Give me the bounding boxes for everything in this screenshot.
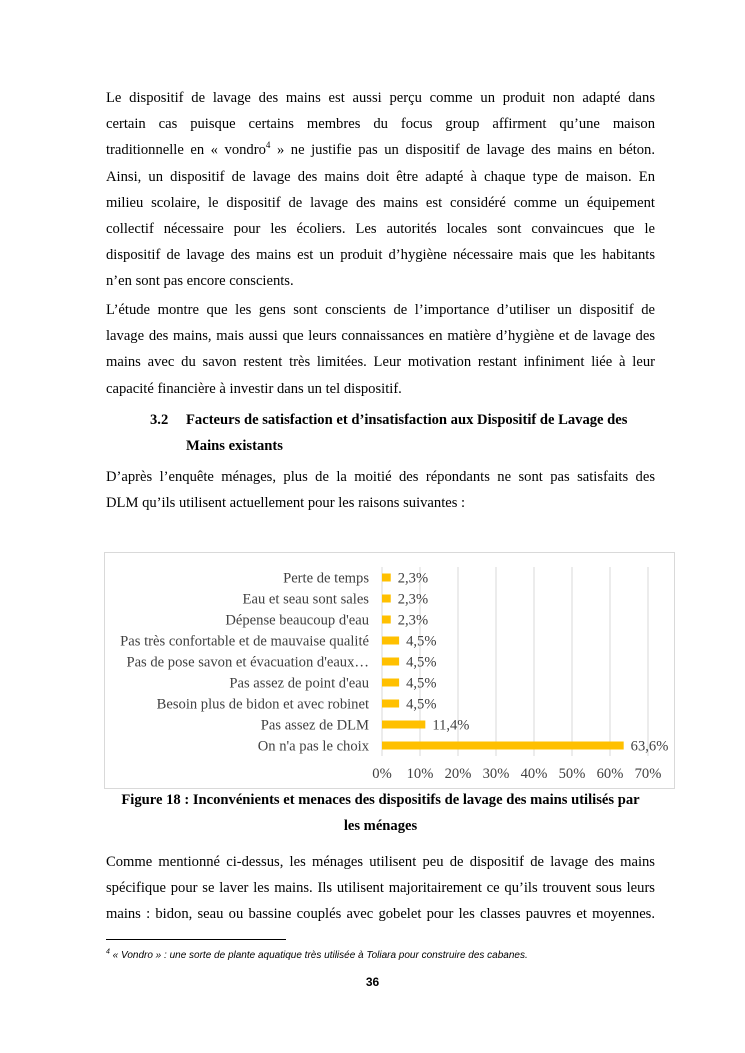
x-tick-label: 20%: [444, 766, 472, 782]
x-tick-label: 40%: [520, 766, 548, 782]
text-line: Ainsi, un dispositif de lavage des mains doit être adapté à chaque type de maison. En: [106, 168, 655, 185]
text-line: DLM qu’ils utilisent actuellement pour les raisons suivantes :: [106, 495, 466, 512]
data-label: 4,5%: [406, 696, 437, 713]
figure-caption-line-1: Figure 18 : Inconvénients et menaces des dispositifs de lavage des mains utilisés par: [121, 792, 640, 808]
data-label: 63,6%: [630, 738, 669, 755]
figure-caption: [106, 787, 655, 839]
text-line: mains avec du savon restent très limitées. Leur motivation restant infiniment liée à leur: [106, 354, 655, 371]
text-line: D’après l’enquête ménages, plus de la moitié des répondants ne sont pas satisfaits des: [106, 469, 655, 485]
section-title-line-1: Facteurs de satisfaction et d’insatisfaction aux Dispositif de Lavage des: [186, 412, 628, 428]
x-tick-label: 0%: [372, 766, 392, 782]
x-tick-label: 50%: [558, 766, 586, 782]
text-line: Le dispositif de lavage des mains est aussi perçu comme un produit non adapté dans: [106, 90, 655, 106]
bar: [382, 658, 399, 666]
text-line: dispositif de lavage des mains est un produit d’hygiène nécessaire mais que les habitants: [106, 247, 655, 264]
bar: [382, 616, 391, 624]
page-number: 36: [365, 975, 380, 989]
x-tick-label: 70%: [634, 766, 662, 782]
category-label: Pas assez de point d'eau: [229, 675, 369, 692]
bar: [382, 721, 425, 729]
data-label: 2,3%: [397, 570, 429, 587]
data-label: 2,3%: [397, 612, 429, 629]
bar: [382, 595, 391, 603]
footnote-reference[interactable]: 4: [265, 140, 271, 151]
text-line: n’en sont pas encore conscients.: [106, 273, 294, 290]
footnote-separator: [106, 939, 286, 940]
figure-caption-line-2: les ménages: [343, 818, 418, 834]
bar: [382, 637, 399, 645]
category-label: Eau et seau sont sales: [242, 591, 369, 608]
text-fragment: » ne justifie pas un dispositif de lavage des mains en béton.: [270, 142, 656, 159]
text-line: L’étude montre que les gens sont conscients de l’importance d’utiliser un dispositif de: [106, 302, 655, 318]
data-label: 2,3%: [397, 591, 429, 608]
x-tick-label: 30%: [482, 766, 510, 782]
text-fragment: traditionnelle en « vondro: [106, 142, 266, 159]
paragraph-4: [106, 849, 655, 928]
category-label: Besoin plus de bidon et avec robinet: [156, 696, 369, 713]
section-number: 3.2: [150, 412, 169, 428]
bar: [382, 679, 399, 687]
text-line: collectif nécessaire pour les écoliers. Les autorités locales sont convaincues que le: [106, 220, 655, 237]
text-line: capacité financière à investir dans un tel dispositif.: [106, 380, 402, 397]
x-tick-label: 10%: [406, 766, 434, 782]
footnote-text: « Vondro » : une sorte de plante aquatique très utilisée à Toliara pour construire des cabanes.: [109, 950, 528, 961]
text-line: Comme mentionné ci-dessus, les ménages utilisent peu de dispositif de lavage des mains: [106, 854, 655, 870]
bar: [382, 574, 391, 582]
bar: [382, 700, 399, 708]
footnote-number: 4: [106, 948, 110, 956]
data-label: 4,5%: [406, 675, 437, 692]
category-label: Pas très confortable et de mauvaise qualité: [120, 633, 369, 650]
footnote: [106, 950, 528, 961]
text-line: milieu scolaire, le dispositif de lavage des mains est considéré comme un équipement: [106, 194, 655, 211]
text-line: certain cas puisque certains membres du focus group affirment qu’une maison: [106, 116, 655, 133]
category-label: Perte de temps: [283, 570, 369, 587]
data-label: 4,5%: [406, 654, 437, 671]
x-tick-label: 60%: [596, 766, 624, 782]
section-title-line-2: Mains existants: [186, 438, 283, 454]
category-label: Pas de pose savon et évacuation d'eaux…: [126, 654, 369, 671]
text-line: spécifique pour se laver les mains. Ils utilisent majoritairement ce qu’ils trouvent sous leurs: [106, 880, 655, 897]
bar: [382, 742, 624, 750]
data-label: 11,4%: [432, 717, 470, 734]
text-line: lavage des mains, mais aussi que leurs connaissances en matière d’hygiène et de lavage des: [106, 328, 655, 345]
category-label: Pas assez de DLM: [260, 717, 369, 734]
data-label: 4,5%: [406, 633, 437, 650]
category-label: Dépense beaucoup d'eau: [225, 612, 369, 629]
category-label: On n'a pas le choix: [257, 738, 369, 755]
text-line: mains : bidon, seau ou bassine couplés avec gobelet pour les classes pauvres et moyennes.: [106, 906, 655, 923]
